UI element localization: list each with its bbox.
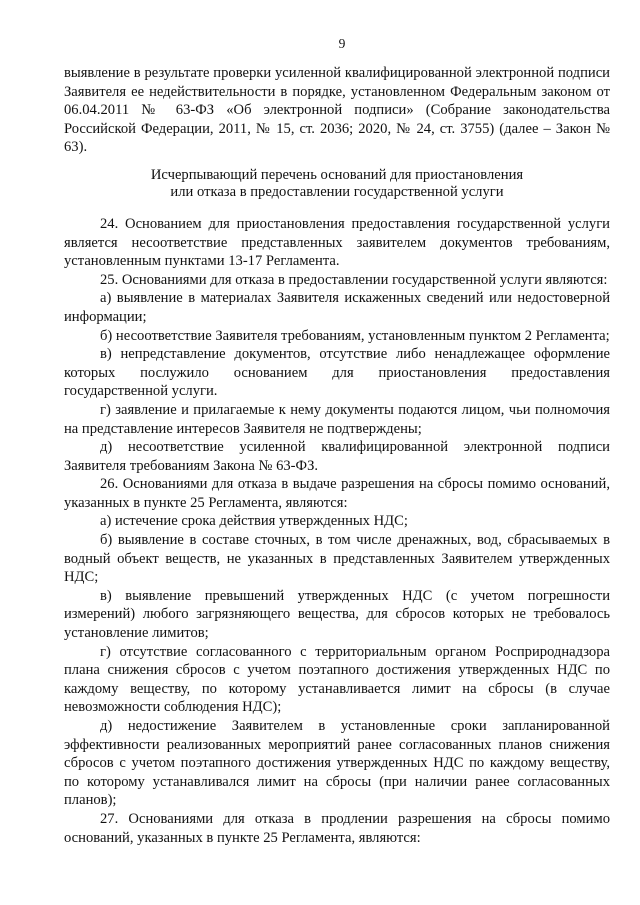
paragraph-26-d: д) недостижение Заявителем в установленные сроки запланированной эффективности реализованных мероприятий ранее согласованных планов снижения сбросов с учетом поэтапного достижения утвержденных НДС по каждому веществу, по которому устанавливался лимит на сбросы (при наличии ранее согласованных планов); [64, 718, 610, 809]
paragraph-26-a: а) истечение срока действия утвержденных НДС; [100, 513, 408, 530]
paragraph-25: 25. Основаниями для отказа в предоставлении государственной услуги являются: [100, 271, 608, 288]
paragraph-25-g: г) заявление и прилагаемые к нему документы подаются лицом, чьи полномочия на представление интересов Заявителя не подтверждены; [64, 401, 610, 437]
paragraph-25-v: в) непредставление документов, отсутствие либо ненадлежащее оформление которых послужило основанием для приостановления предоставления государственной услуги. [64, 346, 610, 400]
page-number: 9 [338, 36, 346, 51]
section-heading-line-1: Исчерпывающий перечень оснований для приостановления [150, 166, 524, 183]
paragraph-26: 26. Основаниями для отказа в выдаче разрешения на сбросы помимо оснований, указанных в пункте 25 Регламента, являются: [64, 476, 610, 511]
paragraph-25-a: а) выявление в материалах Заявителя искаженных сведений или недостоверной информации; [64, 290, 610, 325]
section-heading-line-2: или отказа в предоставлении государственной услуги [170, 183, 504, 200]
paragraph-26-v: в) выявление превышений утвержденных НДС (с учетом погрешности измерений) любого загрязняющего вещества, для сбросов которых не требовалось установление лимитов; [64, 587, 610, 642]
section-heading [64, 167, 610, 201]
intro-paragraph: выявление в результате проверки усиленной квалифицированной электронной подписи Заявителя ее недействительности в порядке, установленном Федеральным законом от 06.04.2011 № 63-ФЗ «Об электронной подписи» (Собрание законодательства Российской Федерации, 2011, № 15, ст. 2036; 2020, № 24, ст. 3755) (далее – Закон № 63). [64, 65, 610, 156]
paragraph-26-b: б) выявление в составе сточных, в том числе дренажных, вод, сбрасываемых в водный объект веществ, не указанных в представленных Заявителем утвержденных НДС; [64, 532, 610, 586]
paragraph-26-g: г) отсутствие согласованного с территориальным органом Росприроднадзора плана снижения сбросов с учетом поэтапного достижения утвержденных НДС по каждому веществу, по которому устанавливается лимит на сбросы (в случае невозможности соблюдения НДС); [64, 643, 610, 716]
paragraph-25-d: д) несоответствие усиленной квалифицированной электронной подписи Заявителя требованиям Закона № 63-ФЗ. [64, 439, 610, 474]
paragraph-27: 27. Основаниями для отказа в продлении разрешения на сбросы помимо оснований, указанных в пункте 25 Регламента, являются: [64, 810, 610, 846]
paragraph-24: 24. Основанием для приостановления предоставления государственной услуги является несоответствие представленных заявителем документов требованиям, установленным пунктами 13-17 Регламента. [64, 215, 610, 270]
paragraph-25-b: б) несоответствие Заявителя требованиям, установленным пунктом 2 Регламента; [100, 327, 610, 344]
